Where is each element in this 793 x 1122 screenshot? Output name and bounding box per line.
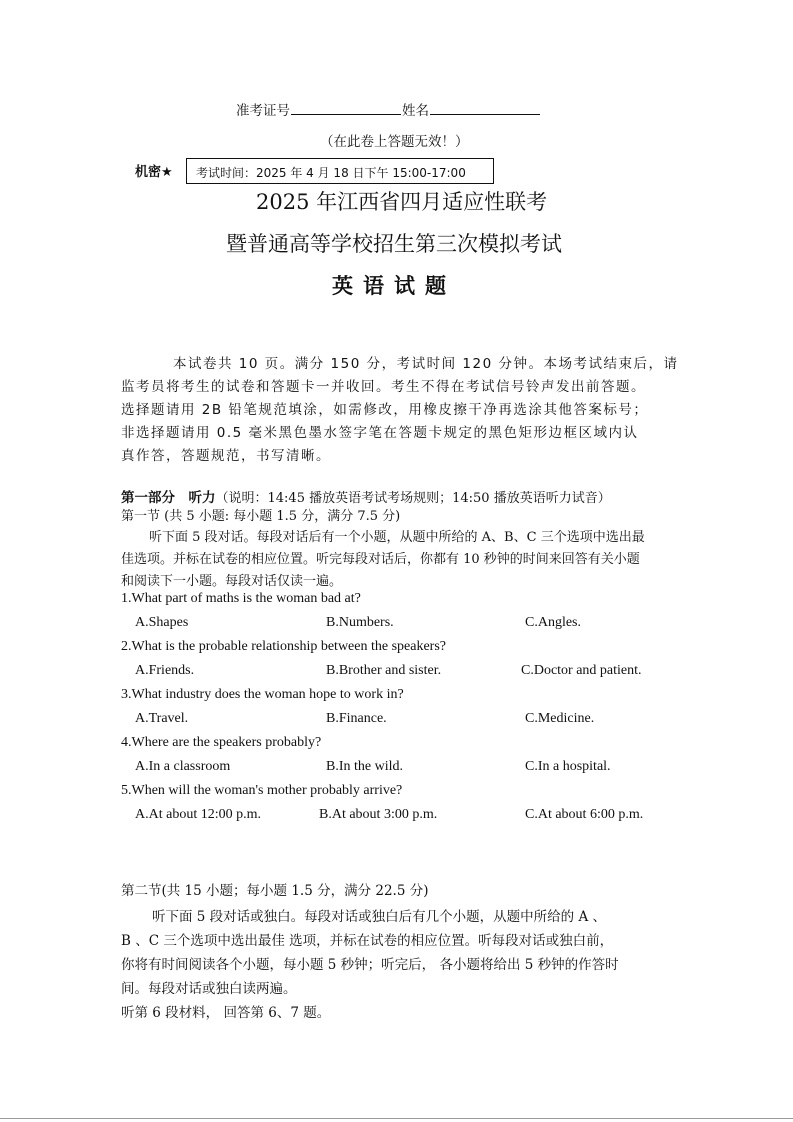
- candidate-info-line: [236, 102, 541, 120]
- section2-instr-line: 听下面 5 段对话或独白。每段对话或独白后有几个小题，从题中所给的 A 、: [152, 909, 607, 925]
- name-blank: [430, 102, 540, 115]
- name-label: 姓名: [402, 103, 429, 119]
- option-b: B.Brother and sister.: [326, 663, 442, 678]
- question-4: 4.Where are the speakers probably?: [121, 735, 322, 750]
- section1-instr-line: 佳选项。并标在试卷的相应位置。听完每段对话后，你都有 10 秒钟的时间来回答有关小题: [121, 552, 640, 567]
- option-a: A.Friends.: [135, 663, 195, 678]
- question-2: 2.What is the probable relationship between the speakers?: [121, 639, 446, 654]
- option-c: C.In a hospital.: [525, 759, 611, 774]
- option-a: A.At about 12:00 p.m.: [135, 807, 261, 822]
- option-c: C.At about 6:00 p.m.: [525, 807, 644, 822]
- part1-heading-line: [121, 486, 611, 506]
- option-b: B.In the wild.: [326, 759, 403, 774]
- exam-time: 考试时间：2025 年 4 月 18 日下午 15:00-17:00: [196, 166, 466, 180]
- page-bottom-rule: [0, 1118, 793, 1119]
- section2-instr-line: 你将有时间阅读各个小题，每小题 5 秒钟；听完后， 各小题将给出 5 秒钟的作答时: [121, 957, 619, 973]
- option-a: A.Shapes: [135, 615, 189, 630]
- title-line1: 2025 年江西省四月适应性联考: [256, 190, 548, 214]
- section2-instr-line: 间。每段对话或独白读两遍。: [121, 981, 297, 997]
- notice-line: 本试卷共 10 页。满分 150 分，考试时间 120 分钟。本场考试结束后，请: [173, 356, 679, 372]
- secret-label: 机密★: [135, 165, 173, 180]
- section2-title: 第二节(共 15 小题；每小题 1.5 分，满分 22.5 分): [121, 883, 429, 899]
- question-5: 5.When will the woman's mother probably arrive?: [121, 783, 403, 798]
- notice-line: 非选择题请用 0.5 毫米黑色墨水签字笔在答题卡规定的黑色矩形边框区域内认: [121, 425, 639, 441]
- notice-line: 选择题请用 2B 铅笔规范填涂，如需修改，用橡皮擦干净再选涂其他答案标号；: [121, 402, 649, 418]
- candidate-no-blank: [291, 102, 401, 115]
- section1-title: 第一节 (共 5 小题: 每小题 1.5 分，满分 7.5 分): [121, 509, 401, 524]
- question-3: 3.What industry does the woman hope to work in?: [121, 687, 404, 702]
- candidate-no-label: 准考证号: [236, 103, 290, 119]
- exam-time-box: [186, 158, 494, 184]
- section2-instr-line: B 、C 三个选项中选出最佳 选项，并标在试卷的相应位置。听每段对话或独白前，: [121, 933, 614, 949]
- notice-line: 真作答，答题规范，书写清晰。: [121, 448, 331, 464]
- part1-heading-note: （说明：14:45 播放英语考试考场规则；14:50 播放英语听力试音）: [215, 491, 611, 506]
- option-b: B.At about 3:00 p.m.: [319, 807, 438, 822]
- option-c: C.Doctor and patient.: [521, 663, 642, 678]
- question-1: 1.What part of maths is the woman bad at?: [121, 591, 361, 606]
- section1-instr-line: 和阅读下一小题。每段对话仅读一遍。: [121, 574, 343, 589]
- option-b: B.Numbers.: [326, 615, 394, 630]
- option-b: B.Finance.: [326, 711, 387, 726]
- option-a: A.Travel.: [135, 711, 189, 726]
- subject-title: 英语试题: [332, 274, 456, 298]
- invalid-note: （在此卷上答题无效！）: [320, 134, 469, 150]
- section1-instr-line: 听下面 5 段对话。每段对话后有一个小题，从题中所给的 A、B、C 三个选项中选出最: [149, 530, 645, 545]
- material-line: 听第 6 段材料， 回答第 6、7 题。: [121, 1005, 331, 1021]
- option-a: A.In a classroom: [135, 759, 231, 774]
- option-c: C.Angles.: [525, 615, 581, 630]
- title-line2: 暨普通高等学校招生第三次模拟考试: [226, 232, 562, 256]
- notice-line: 监考员将考生的试卷和答题卡一并收回。考生不得在考试信号铃声发出前答题。: [121, 379, 646, 395]
- option-c: C.Medicine.: [525, 711, 595, 726]
- part1-heading: 第一部分 听力: [121, 490, 216, 506]
